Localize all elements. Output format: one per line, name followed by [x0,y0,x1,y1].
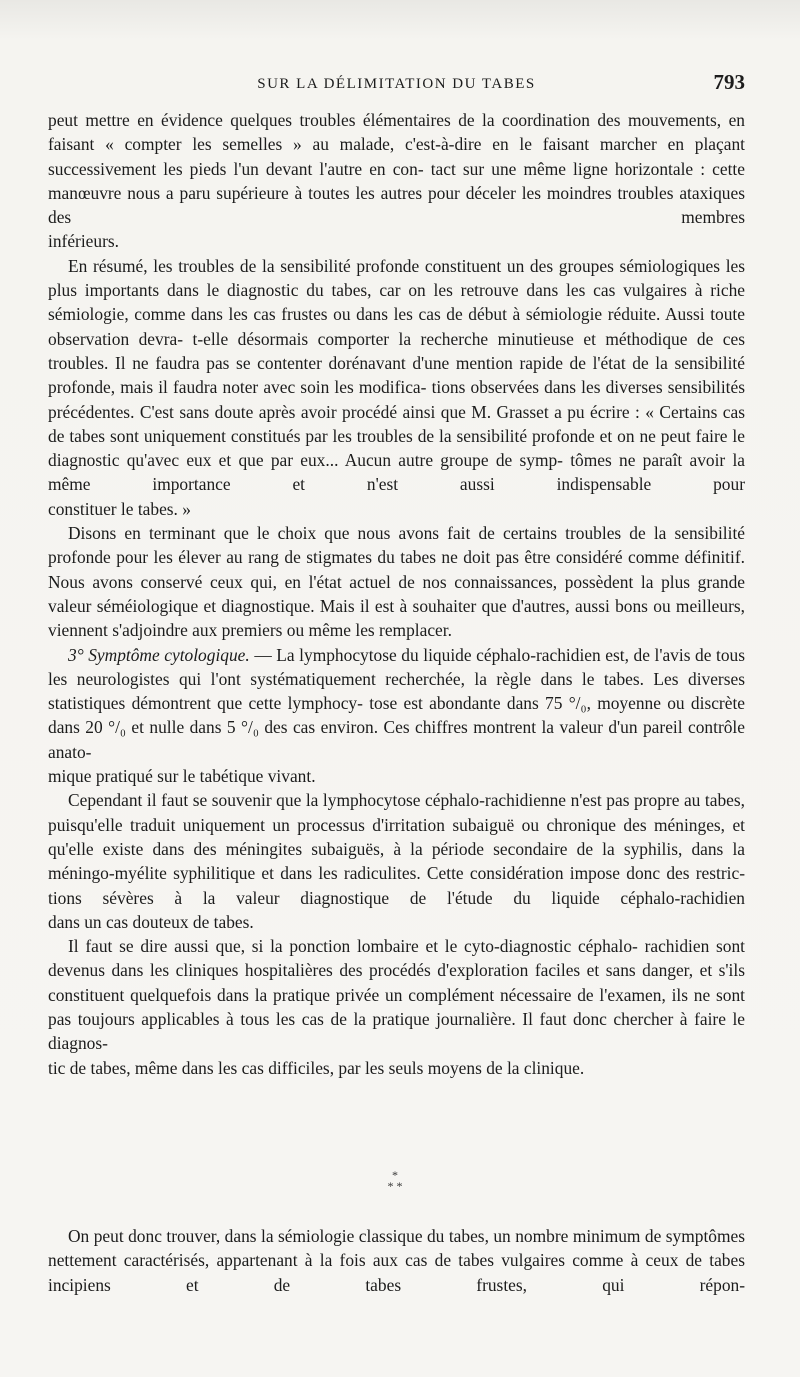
text-line: sémiologiques les plus importants dans le diagnostic du tabes, car on les [48,255,746,301]
paragraph-end [48,618,745,642]
paragraph [48,1224,745,1297]
asterism-bottom: * * [387,1179,403,1193]
text-line: On peut donc trouver, dans la sémiologie classique du tabes, un nombre [68,1226,569,1246]
text-line: pas être considéré comme définitif. Nous avons conservé ceux qui, en l'état [48,547,745,592]
text-line: peut mettre en évidence quelques troubles élémentaires de la coordination des [48,110,621,130]
text-line: — La lymphocytose du liquide céphalo-rachidien [254,644,601,665]
running-title: SUR LA DÉLIMITATION DU TABES [257,76,536,92]
body-text [48,108,745,1080]
text-line: à toutes les autres pour déceler les moindres troubles ataxiques des membres [48,182,745,228]
text-line: tous les cas de la pratique journalière. Il faut donc chercher à faire le diagnos- [48,1008,746,1054]
paragraph-end [48,229,745,253]
text-line: viennent s'adjoindre aux premiers ou même les remplacer. [48,620,452,641]
text-line: syphilitique et dans les radiculites. Cette considération impose donc des restric- [173,863,745,884]
text-line: tose est abondante dans 75 °/₀, moyenne ou discrète dans 20 °/₀ et nulle dans 5 °/₀ [48,693,745,738]
text-line: ou dans les cas de début à sémiologie réduite. Aussi toute observation devra- [48,304,745,349]
text-line: tic de tabes, même dans les cas difficiles, par les seuls moyens de la clinique. [48,1057,585,1078]
text-line: mique pratiqué sur le tabétique vivant. [48,766,316,787]
paragraph-end [48,497,745,521]
text-line: retrouve dans les cas vulgaires à riche sémiologie, comme dans les cas frustes [48,280,745,325]
paragraph-end [48,764,745,788]
text-line: subaiguë ou chronique des méninges, et qu'elle existe dans des méningites [48,814,746,859]
paragraph [48,254,745,497]
text-line: la sensibilité profonde pour les élever au rang de stigmates du tabes ne doit [48,523,745,568]
text-line: Cependant il faut se souvenir que la lymphocytose céphalo-rachidienne n'est [68,790,602,811]
text-line: faisant marcher en plaçant successivement les pieds l'un devant l'autre en con- [48,134,745,179]
text-line: En résumé, les troubles de la sensibilité profonde constituent un des groupes [68,255,614,276]
page-number: 793 [713,70,745,94]
text-line: Disons en terminant que le choix que nous avons fait de certains troubles de [68,523,646,544]
section-heading: 3° Symptôme cytologique. [68,644,250,665]
paragraph [48,934,745,1055]
text-line: faciles et sans danger, et s'ils constituent quelquefois dans la pratique privée [48,960,745,1005]
text-line: tact sur une même ligne horizontale : cette manœuvre nous a paru supérieure [48,158,745,203]
asterism-separator [0,1170,790,1192]
text-line: tions observées dans les diverses sensibilités précédentes. C'est sans doute après [48,377,745,422]
text-line: uniquement constitués par les troubles de la sensibilité profonde et on ne peut [143,425,691,446]
text-line: actuel de nos connaissances, possèdent la plus grande valeur séméiologique et [48,571,745,616]
text-line: règle dans le tabes. Les diverses statistiques démontrent que cette lymphocy- [48,668,745,714]
text-line: t-elle désormais comporter la recherche minutieuse et méthodique de ces [192,328,745,349]
text-line: diagnostique. Mais il est à souhaiter que d'autres, aussi bons ou meilleurs, [221,595,745,616]
paragraph-end [48,910,745,934]
paragraph [48,643,745,764]
paragraph [48,108,745,229]
paragraph [48,521,745,618]
text-line: pas propre au tabes, puisqu'elle traduit uniquement un processus d'irritation [48,790,746,835]
paragraph-end [48,1056,745,1080]
text-line: des cas environ. Ces chiffres montrent la valeur d'un pareil contrôle anato- [48,717,745,762]
paragraph [48,788,745,909]
text-line: l'état de la sensibilité profonde, mais il faudra noter avec soin les modifica- [48,352,745,398]
text-line: Il faut se dire aussi que, si la ponction lombaire et le cyto-diagnostic céphalo- [68,936,638,957]
text-line: troubles. Il ne faudra pas se contenter dorénavant d'une mention rapide de [48,352,586,373]
running-header [48,70,745,100]
text-line: inférieurs. [48,231,119,252]
text-line: un complément nécessaire de l'examen, ils ne sont pas toujours applicables à [48,984,745,1029]
text-line: rachidien sont devenus dans les cliniques hospitalières des procédés d'exploration [48,936,745,981]
text-line: de tabes vulgaires comme à ceux de tabes incipiens et de tabes frustes, qui répon- [48,1250,745,1295]
asterism-top: * [392,1168,398,1182]
text-line: dans un cas douteux de tabes. [48,911,254,932]
text-line: mouvements, en faisant « compter les semelles » au malade, c'est-à-dire en le [48,110,745,155]
text-line: est, de l'avis de tous les neurologistes qui l'ont systématiquement recherchée, la [48,644,746,689]
text-line: subaiguës, à la période secondaire de la syphilis, dans la méningo-myélite [48,838,746,884]
text-line: minimum de symptômes nettement caractérisés, appartenant à la fois aux cas [48,1226,745,1271]
text-line: constituer le tabes. » [48,498,191,519]
text-line: tions sévères à la valeur diagnostique de l'étude du liquide céphalo-rachidien [48,887,745,908]
text-line: faire le diagnostic qu'avec eux et que par eux... Aucun autre groupe de symp- [48,425,745,471]
text-line: avoir procédé ainsi que M. Grasset a pu écrire : « Certains cas de tabes sont [48,401,745,446]
closing-paragraph [48,1224,745,1297]
text-line: tômes ne paraît avoir la même importance et n'est aussi indispensable pour [48,450,746,495]
